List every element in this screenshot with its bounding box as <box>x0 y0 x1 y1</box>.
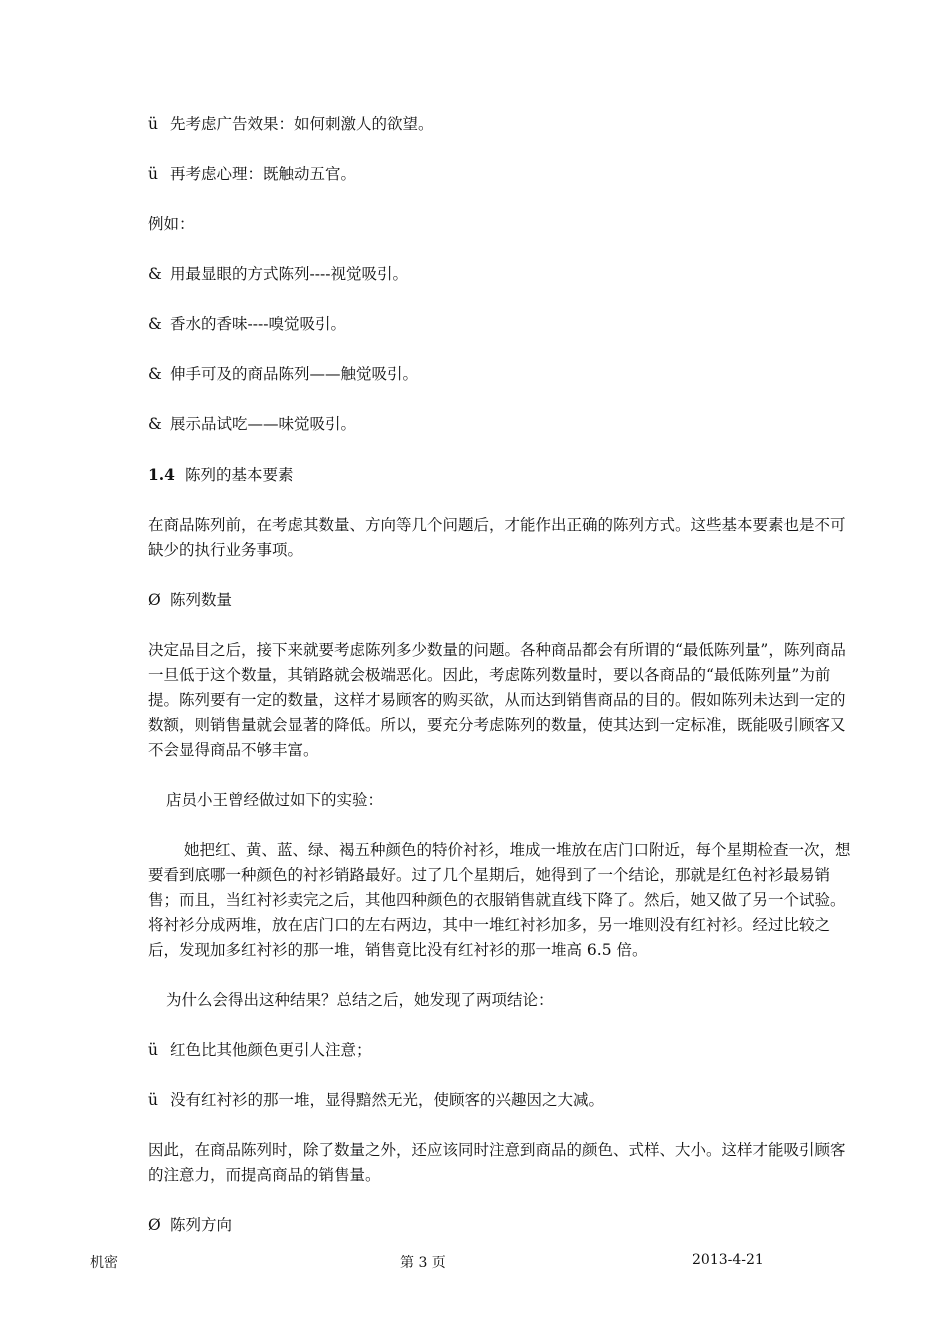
body-paragraph: 店员小王曾经做过如下的实验： <box>166 791 384 809</box>
check-bullet-icon: ü <box>148 115 158 133</box>
confidential-label: 机密 <box>90 1255 118 1271</box>
section-number: 1.4 <box>148 465 175 484</box>
section-heading <box>148 462 860 488</box>
conclusion-item <box>148 1038 860 1063</box>
check-bullet-icon: ü <box>148 1091 158 1109</box>
body-paragraph: 因此，在商品陈列时，除了数量之外，还应该同时注意到商品的颜色、式样、大小。这样才能吸引顾客的注意力，而提高商品的销售量。 <box>148 1141 846 1184</box>
document-body <box>148 112 860 1263</box>
ampersand-bullet-icon: & <box>148 265 162 283</box>
bullet-text: 先考虑广告效果：如何刺激人的欲望。 <box>170 115 434 133</box>
sense-item <box>148 312 860 337</box>
bullet-text: 再考虑心理：既触动五官。 <box>170 165 357 183</box>
body-paragraph: 她把红、黄、蓝、绿、褐五种颜色的特价衬衫，堆成一堆放在店门口附近，每个星期检查一次，想要看到底哪一种颜色的衬衫销路最好。过了几个星期后，她得到了一个结论，那就是红色衬衫最易销售；而且，当红衬衫卖完之后，其他四种颜色的衣服销售就直线下降了。然后，她又做了另一个试验。将衬衫分成两堆，放在店门口的左右两边，其中一堆红衬衫加多，另一堆则没有红衬衫。经过比较之后，发现加多红衬衫的那一堆，销售竟比没有红衬衫的那一堆高 6.5 倍。 <box>148 841 851 959</box>
bullet-item <box>148 162 860 187</box>
subheading <box>148 588 860 613</box>
conclusion-item <box>148 1088 860 1113</box>
footer-date: 2013-4-21 <box>692 1252 764 1268</box>
sense-item <box>148 262 860 287</box>
example-label: 例如： <box>148 215 195 233</box>
subheading-text: 陈列方向 <box>170 1216 233 1234</box>
ampersand-bullet-icon: & <box>148 315 162 333</box>
arrow-bullet-icon: Ø <box>148 591 161 609</box>
conclusion-text: 没有红衬衫的那一堆，显得黯然无光，使顾客的兴趣因之大减。 <box>170 1091 605 1109</box>
sense-text: 香水的香味----嗅觉吸引。 <box>170 315 346 333</box>
ampersand-bullet-icon: & <box>148 365 162 383</box>
conclusion-text: 红色比其他颜色更引人注意； <box>170 1041 372 1059</box>
arrow-bullet-icon: Ø <box>148 1216 161 1234</box>
check-bullet-icon: ü <box>148 165 158 183</box>
bullet-item <box>148 112 860 137</box>
section-title: 陈列的基本要素 <box>184 466 294 484</box>
sense-text: 用最显眼的方式陈列----视觉吸引。 <box>170 265 408 283</box>
body-paragraph: 为什么会得出这种结果？总结之后，她发现了两项结论： <box>166 991 554 1009</box>
check-bullet-icon: ü <box>148 1041 158 1059</box>
body-paragraph: 决定品目之后，接下来就要考虑陈列多少数量的问题。各种商品都会有所谓的“最低陈列量”，陈列商品一旦低于这个数量，其销路就会极端恶化。因此，考虑陈列数量时，要以各商品的“最低陈列量”为前提。陈列要有一定的数量，这样才易顾客的购买欲，从而达到销售商品的目的。假如陈列未达到一定的数额，则销售量就会显著的降低。所以，要充分考虑陈列的数量，使其达到一定标准，既能吸引顾客又不会显得商品不够丰富。 <box>148 641 846 759</box>
sense-text: 伸手可及的商品陈列——触觉吸引。 <box>170 365 419 383</box>
page-number: 第 3 页 <box>400 1255 446 1271</box>
subheading <box>148 1213 860 1238</box>
sense-text: 展示品试吃——味觉吸引。 <box>170 415 357 433</box>
page-footer <box>0 1252 950 1272</box>
sense-item <box>148 362 860 387</box>
intro-paragraph: 在商品陈列前，在考虑其数量、方向等几个问题后，才能作出正确的陈列方式。这些基本要素也是不可缺少的执行业务事项。 <box>148 516 846 559</box>
subheading-text: 陈列数量 <box>170 591 233 609</box>
ampersand-bullet-icon: & <box>148 415 162 433</box>
sense-item <box>148 412 860 437</box>
